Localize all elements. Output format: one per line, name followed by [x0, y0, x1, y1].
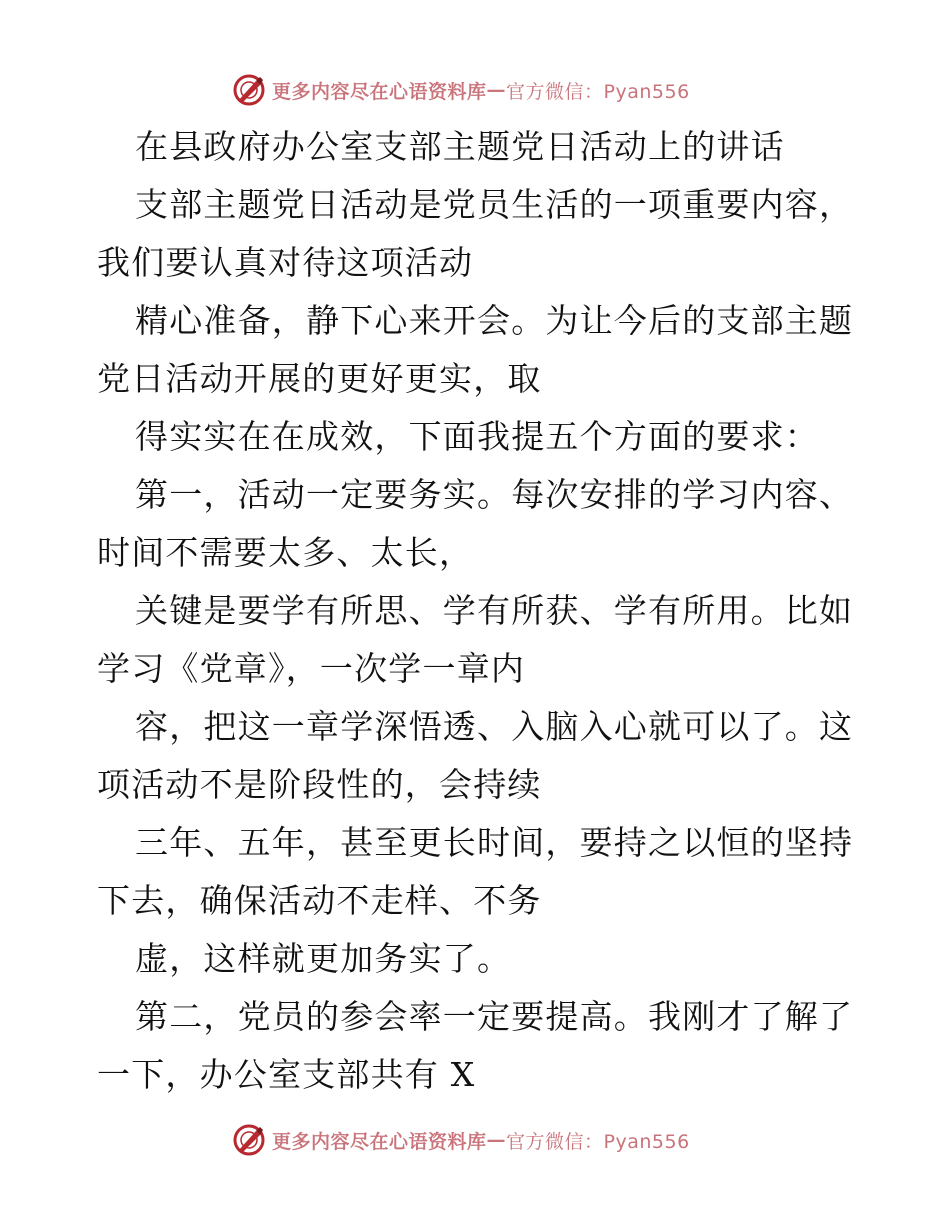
- watermark-dash: —: [486, 1129, 507, 1151]
- text-line: 第二，党员的参会率一定要提高。我刚才了解了: [135, 997, 854, 1036]
- text-line: 时间不需要太多、太长，: [97, 533, 474, 572]
- text-line: 支部主题党日活动是党员生活的一项重要内容，: [135, 185, 854, 224]
- pen-seal-icon: [232, 1123, 266, 1157]
- text-line: 得实实在在成效，下面我提五个方面的要求：: [135, 417, 819, 456]
- text-line: 三年、五年，甚至更长时间，要持之以恒的坚持: [135, 823, 854, 862]
- document-body: [97, 118, 887, 1104]
- watermark-dash: —: [486, 79, 507, 101]
- watermark-contact: 官方微信：Pyan556: [506, 1130, 690, 1153]
- text-line: 学习《党章》，一次学一章内: [97, 649, 526, 688]
- text-line: 我们要认真对待这项活动: [97, 243, 474, 282]
- text-line: 第一，活动一定要务实。每次安排的学习内容、: [135, 475, 854, 514]
- text-line: 项活动不是阶段性的，会持续: [97, 765, 542, 804]
- watermark-contact: 官方微信：Pyan556: [506, 80, 690, 103]
- text-line: 容，把这一章学深悟透、入脑入心就可以了。这: [135, 707, 854, 746]
- text-line: 关键是要学有所思、学有所获、学有所用。比如: [135, 591, 854, 630]
- watermark-text: 更多内容尽在心语资料库: [272, 80, 487, 103]
- text-line: 精心准备，静下心来开会。为让今后的支部主题: [135, 301, 854, 340]
- footer-watermark: [232, 1122, 690, 1158]
- text-line: 一下，办公室支部共有 X: [97, 1055, 476, 1094]
- text-line: 党日活动开展的更好更实，取: [97, 359, 542, 398]
- text-line: 下去，确保活动不走样、不务: [97, 881, 542, 920]
- document-title: 在县政府办公室支部主题党日活动上的讲话: [135, 127, 785, 166]
- watermark-text: 更多内容尽在心语资料库: [272, 1130, 487, 1153]
- header-watermark: [232, 72, 690, 108]
- text-line: 虚，这样就更加务实了。: [135, 939, 512, 978]
- pen-seal-icon: [232, 73, 266, 107]
